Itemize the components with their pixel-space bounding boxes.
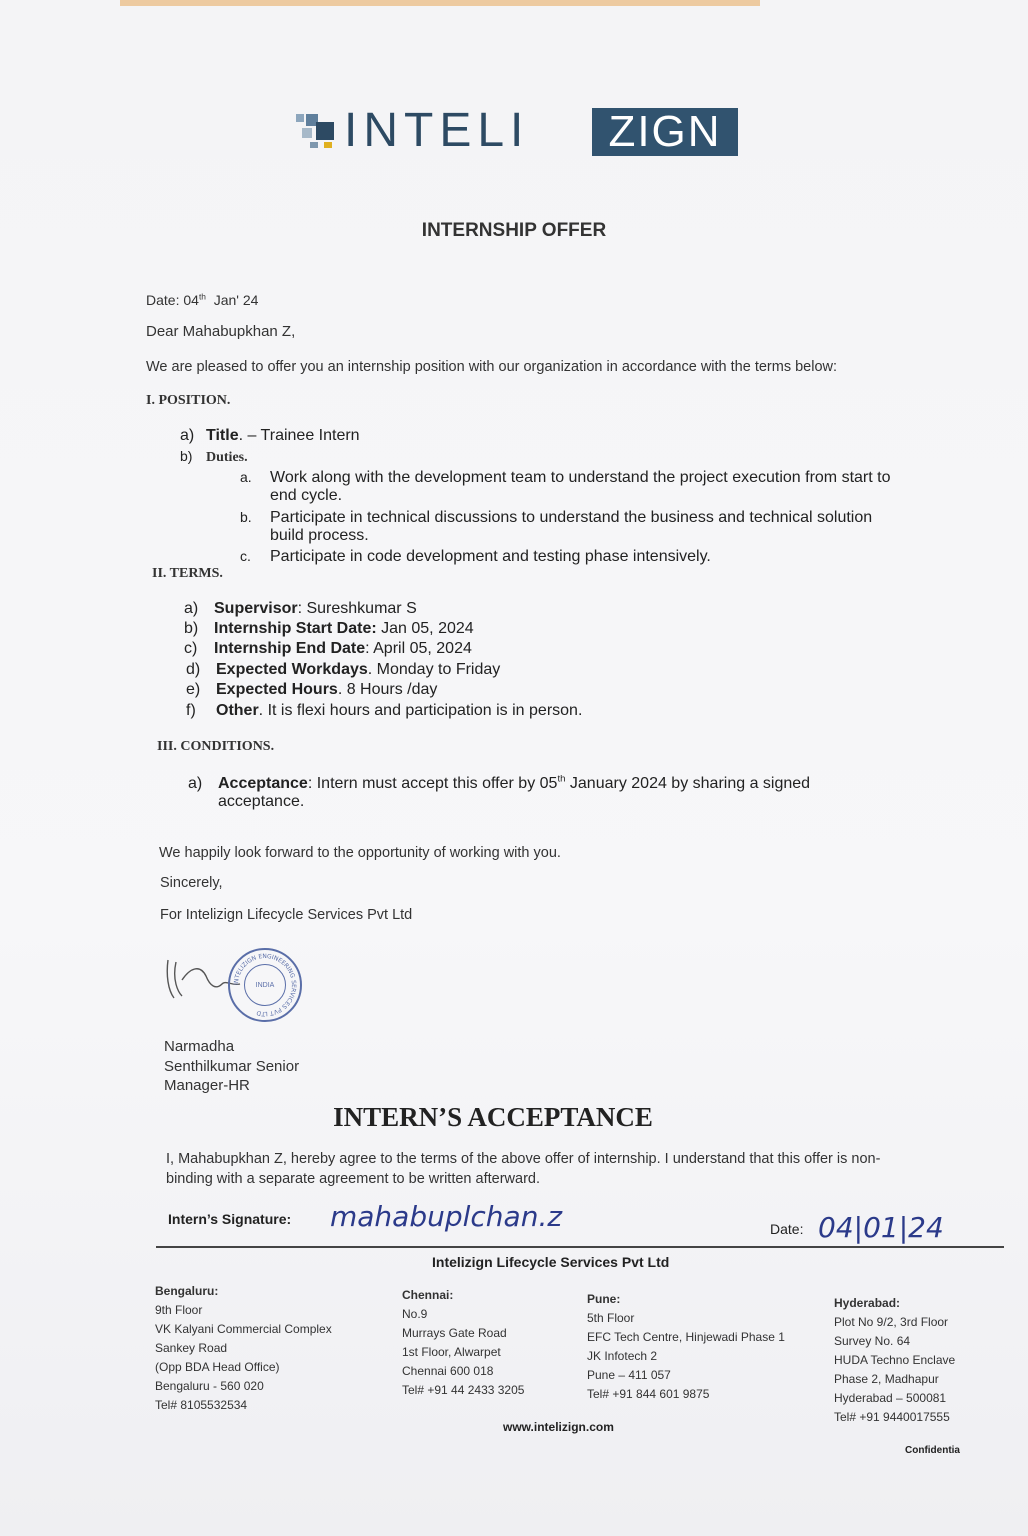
duty-item: a. Work along with the development team to understand the project execution from start to (240, 469, 891, 486)
company-logo (296, 104, 742, 158)
condition-item: a) Acceptance: Intern must accept this offer by 05th January 2024 by sharing a signed (188, 773, 811, 792)
seal-center-text: INDIA (244, 964, 286, 1006)
seal-ring (230, 950, 300, 1020)
terms-heading: II. TERMS. (152, 566, 223, 581)
office-bengaluru: Bengaluru: 9th Floor VK Kalyani Commercial Complex Sankey Road (Opp BDA Head Office) Bengaluru - 560 020 Tel# 8105532534 (155, 1284, 332, 1412)
position-heading: I. POSITION. (146, 393, 231, 408)
office-pune: Pune: 5th Floor EFC Tech Centre, Hinjewadi Phase 1 JK Infotech 2 Pune – 411 057 Tel# +91 844 601 9875 (587, 1292, 785, 1401)
sincerely: Sincerely, (160, 875, 223, 891)
svg-text:INTELIZIGN ENGINEERING SERVICE: INTELIZIGN ENGINEERING SERVICES PVT LTD (232, 952, 298, 1018)
page-edge-strip (120, 0, 760, 6)
duty-item-cont: build process. (270, 527, 369, 544)
term-item: a) Supervisor: Sureshkumar S (184, 600, 417, 617)
signatory-title: Manager-HR (164, 1077, 250, 1094)
footer-company: Intelizign Lifecycle Services Pvt Ltd (432, 1254, 670, 1270)
signatory-name-2: Senthilkumar Senior (164, 1058, 300, 1075)
term-item: c) Internship End Date: April 05, 2024 (184, 640, 472, 657)
conditions-heading: III. CONDITIONS. (157, 739, 275, 754)
acceptance-date-value: 04|01|24 (818, 1211, 944, 1244)
term-item: e) Expected Hours. 8 Hours /day (186, 681, 438, 698)
position-duties-label: b) Duties. (180, 448, 248, 465)
footer-divider (156, 1246, 1004, 1248)
condition-item-cont: acceptance. (218, 793, 305, 810)
term-item: f) Other. It is flexi hours and participation is in person. (186, 702, 583, 719)
company-seal (228, 948, 302, 1022)
acceptance-heading: INTERN’S ACCEPTANCE (333, 1102, 653, 1132)
logo-mark-icon (296, 110, 340, 150)
for-company: For Intelizign Lifecycle Services Pvt Ltd (160, 907, 413, 923)
acceptance-text-cont: binding with a separate agreement to be written afterward. (166, 1171, 540, 1187)
office-chennai: Chennai: No.9 Murrays Gate Road 1st Floor, Alwarpet Chennai 600 018 Tel# +91 44 2433 3205 (402, 1288, 525, 1397)
document-title: INTERNSHIP OFFER (421, 220, 607, 241)
closing-line: We happily look forward to the opportunity of working with you. (159, 845, 561, 861)
duty-item: c. Participate in code development and testing phase intensively. (240, 548, 711, 565)
intro-paragraph: We are pleased to offer you an internship position with our organization in accordance with the terms below: (146, 359, 838, 375)
office-hyderabad: Hyderabad: Plot No 9/2, 3rd Floor Survey No. 64 HUDA Techno Enclave Phase 2, Madhapur Hyderabad – 500081 Tel# +91 9440017555 (834, 1296, 956, 1424)
offer-date: Date: 04th Jan' 24 (146, 291, 259, 308)
logo-text: INTELI (344, 104, 530, 157)
duty-item-cont: end cycle. (270, 487, 343, 504)
duty-item: b. Participate in technical discussions to understand the business and technical solution (240, 509, 873, 526)
logo-text-box: ZIGN (592, 108, 738, 156)
confidential-mark: Confidentia (905, 1445, 960, 1456)
term-item: d) Expected Workdays. Monday to Friday (186, 661, 501, 678)
salutation: Dear Mahabupkhan Z, (146, 323, 296, 340)
signatory-name: Narmadha (164, 1038, 235, 1055)
term-item: b) Internship Start Date: Jan 05, 2024 (184, 620, 474, 637)
website-link[interactable]: www.intelizign.com (503, 1420, 614, 1434)
signature-label: Intern’s Signature: (168, 1211, 292, 1227)
acceptance-text: I, Mahabupkhan Z, hereby agree to the terms of the above offer of internship. I understand that this offer is non- (166, 1151, 881, 1167)
intern-signature: mahabuplchan.z (330, 1200, 563, 1233)
acceptance-date-label: Date: (770, 1221, 804, 1237)
position-title: a) Title. – Trainee Intern (180, 427, 360, 444)
